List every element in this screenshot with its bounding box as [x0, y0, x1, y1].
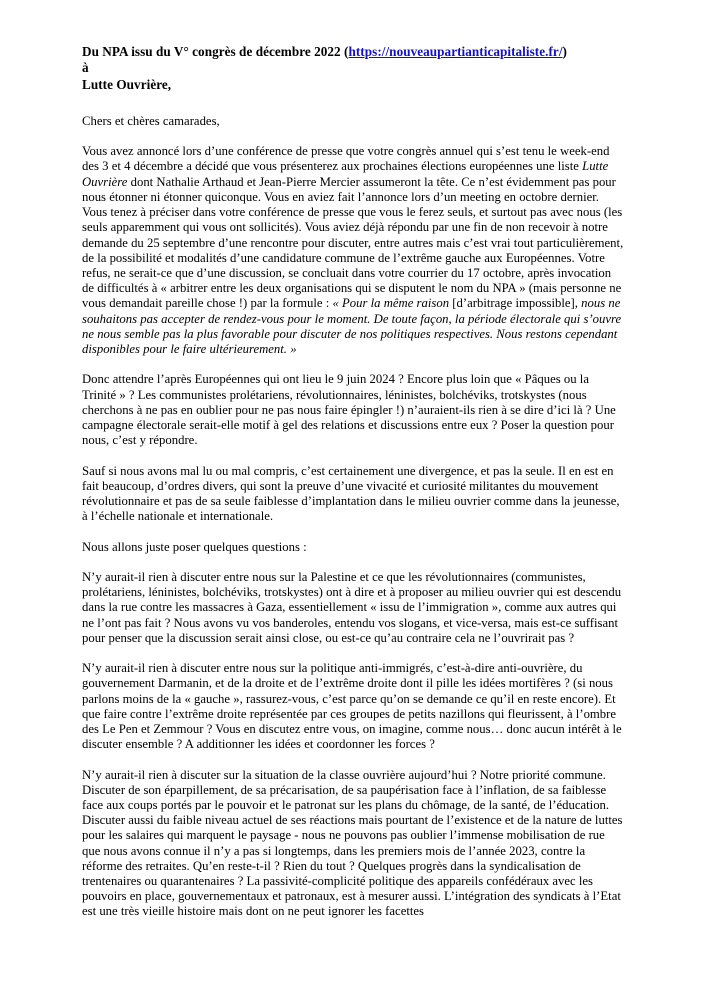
- document-content: [82, 44, 626, 935]
- paragraph-question-anti-immigres: N’y aurait-il rien à discuter entre nous sur la politique anti-immigrés, c’est-à-dire anti-ouvrière, du gouvernement Darmanin, et de la droite et de l’extrême droite dont il pille les idées mortifères ? (si nous parlons moins de la « gauche », rassurez-vous, c’est parce qu’on se demande ce qu’il en reste encore). Et que faire contre l’extrême droite représentée par ces groupes de petits nazillons qui fleurissent, à l’ombre des Le Pen et Zemmour ? Vous en discutez entre vous, on imagine, comme nous… donc aucun intérêt à le discuter ensemble ? A additionner les idées et coordonner les forces ?: [82, 661, 622, 752]
- p1-segment-3: dont Nathalie Arthaud et Jean-Pierre Mercier assumeront la tête. Ce n’est évidemment pas pour nous étonner ni étonner quiconque. Vous en aviez fait l’annonce lors d’un meeting en octobre dernier. Vous tenez à préciser dans votre conférence de presse que vous le ferez seuls, et surtout pas avec nous (les seuls apparemment qui vous ont sollicités). Vous aviez déjà répondu par une fin de non recevoir à notre demande du 25 septembre d’une rencontre pour discuter, entre autres mais c’est vrai tout particulièrement, de la possibilité et modalités d’une candidature commune de l’extrême gauche aux Européennes. Votre refus, ne serait-ce que d’une discussion, se concluait dans votre courrier du 17 octobre, après invocation de difficultés à « arbitrer entre les deux organisations qui se disputent le nom du NPA » (mais personne ne vous demandait pareille chose !) par la formule :: [82, 174, 624, 311]
- p1-lutte-ouvriere-italic: Lutte Ouvrière: [82, 159, 609, 189]
- p1-quote-italic-part1: « Pour la même raison: [332, 296, 453, 311]
- p1-quote-italic-part2: , nous ne souhaitons pas accepter de rendez-vous pour le moment. De toute façon, la période électorale qui s’ouvre ne nous semble pas la plus favorable pour discuter de nos politiques respectives. Nous restons cependant disponibles pour le faire ultérieurement. »: [82, 296, 622, 356]
- paragraph-divergence: Sauf si nous avons mal lu ou mal compris, c’est certainement une divergence, et pas la seule. Il en est en fait beaucoup, d’ordres divers, qui sont la preuve d’une vivacité et curiosité militantes du mouvement révolutionnaire et pas de sa seule faiblesse d’implantation dans le milieu ouvrier comme dans la jeunesse, à l’échelle nationale et internationale.: [82, 463, 620, 524]
- letter-header-line-to-preposition: à: [82, 60, 89, 76]
- paragraph-question-palestine: N’y aurait-il rien à discuter entre nous sur la Palestine et ce que les révolutionnaires (communistes, prolétariens, léninistes, bolchéviks, trotskystes) ont à dire et à proposer au milieu ouvrier qui est descendu dans la rue contre les massacres à Gaza, essentiellement « issu de l’immigration », comme aux autres qui ne l’ont pas fait ? Nous avons vu vos banderoles, entendu vos slogans, et vice-versa, mais est-ce suffisant pour penser que la discussion serait ainsi close, ou est-ce qu’au contraire cela ne l’ouvrirait pas ?: [82, 569, 622, 645]
- letter-body: [82, 114, 626, 920]
- letter-header: [82, 44, 626, 93]
- paragraph-questions-intro: Nous allons juste poser quelques questions :: [82, 539, 307, 554]
- p1-quote-bracket-roman: [d’arbitrage impossible]: [452, 296, 575, 311]
- paragraph-announcement: [82, 144, 626, 357]
- npa-website-link[interactable]: https://nouveaupartianticapitaliste.fr/: [348, 44, 563, 59]
- letter-header-line-recipient: Lutte Ouvrière,: [82, 76, 172, 92]
- header-ordinal-degree: °: [183, 44, 189, 59]
- p1-segment-1: Vous avez annoncé lors d’une conférence de presse que votre congrès annuel qui s’est tenu le week-end des 3 et 4 décembre a décidé que vous présenterez aux prochaines élections européennes une liste: [82, 144, 610, 174]
- paragraph-apres-europeennes: Donc attendre l’après Européennes qui ont lieu le 9 juin 2024 ? Encore plus loin que « Pâques ou la Trinité » ? Les communistes prolétariens, révolutionnaires, léninistes, bolchéviks, trotskystes (nous cherchons à ne pas en oublier pour ne pas nous faire épingler !) n’auraient-ils rien à se dire d’ici là ? Une campagne électorale serait-elle motif à gel des relations et discussions entre eux ? Poser la question pour nous, c’est y répondre.: [82, 372, 616, 448]
- header-from-suffix: ): [562, 44, 567, 59]
- header-from-mid: congrès de décembre 2022 (: [188, 44, 349, 59]
- paragraph-question-classe-ouvriere: N’y aurait-il rien à discuter sur la situation de la classe ouvrière aujourd’hui ? Notre priorité commune. Discuter de son éparpillement, de sa précarisation, de sa paupérisation face à l’inflation, de sa faiblesse face aux coups portés par le pouvoir et le patronat sur les plans du chômage, de la santé, de l’éducation. Discuter aussi du faible niveau actuel de ses réactions mais pourtant de l’existence et de la nature de luttes pour les salaires qui marquent le paysage - nous ne pouvons pas oublier l’immense mobilisation de rue que nous avons connue il n’y a pas si longtemps, dans les premiers mois de l’année 2023, contre la réforme des retraites. Qu’en reste-t-il ? Rien du tout ? Quelques progrès dans la syndicalisation de trentenaires ou quarantenaires ? La passivité-complicité politique des appareils confédéraux avec les pouvoirs en place, gouvernementaux et patronaux, est à mesurer aussi. L’intégration des syndicats à l’Etat est une très vieille histoire mais dont on ne peut ignorer les facettes: [82, 767, 623, 919]
- letter-header-line-from: [82, 44, 626, 60]
- letter-salutation: Chers et chères camarades,: [82, 113, 220, 128]
- header-from-prefix: Du NPA issu du V: [82, 44, 184, 59]
